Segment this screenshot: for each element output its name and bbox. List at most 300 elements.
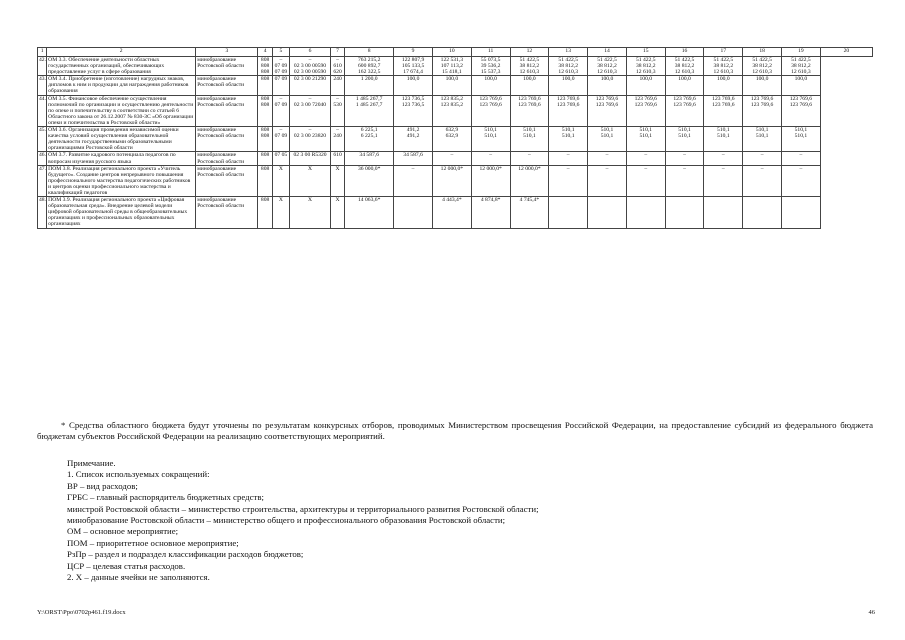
value-line: 510,1 — [794, 127, 808, 134]
value-cell — [510, 57, 549, 76]
value-line: 100,0 — [561, 76, 575, 83]
value-line: 123 769,6 — [518, 95, 541, 102]
executor-name: минобразование Ростовской области — [196, 95, 258, 126]
value-line: 17 674,4 — [403, 69, 423, 76]
value-line: 162 322,5 — [358, 69, 381, 76]
value-cell — [471, 165, 510, 196]
measure-name: ОМ 3.7. Развитие кадрового потенциала педагогов по вопросам изучения русского языка — [47, 152, 196, 165]
value-line: 02 3 00 00590 — [293, 69, 327, 76]
value-cell — [432, 57, 471, 76]
value-line: 123 769,6 — [789, 95, 813, 102]
value-cell — [510, 152, 549, 165]
value-line: 34 587,6 — [359, 152, 379, 159]
value-line — [589, 197, 625, 203]
table-body — [38, 57, 873, 229]
value-cell — [626, 76, 665, 95]
value-line: – — [489, 152, 493, 159]
table-row — [38, 165, 873, 196]
value-cell — [588, 57, 627, 76]
value-line: 1 200,0 — [360, 76, 378, 83]
value-line — [667, 197, 703, 203]
value-cell — [432, 165, 471, 196]
value-cell — [588, 165, 627, 196]
value-line: 1 485 267,7 — [355, 101, 383, 108]
value-cell — [394, 197, 433, 228]
value-line: 808 — [260, 63, 270, 70]
value-line: 02 3 00 21290 — [293, 76, 327, 83]
value-cell — [330, 152, 344, 165]
value-line: 39 536,2 — [480, 63, 501, 70]
value-line: 51 422,5 — [674, 57, 695, 63]
value-line: 6 225,1 — [360, 133, 378, 140]
value-cell — [549, 127, 588, 152]
value-line: – — [528, 152, 531, 159]
value-line: 38 812,2 — [791, 63, 811, 70]
value-line: 123 769,6 — [634, 95, 657, 102]
value-line: 808 — [260, 197, 270, 204]
value-line: – — [605, 165, 609, 172]
value-line: – — [721, 165, 725, 172]
value-cell — [471, 127, 510, 152]
row-number: 44. — [38, 95, 47, 126]
value-line: 510,1 — [717, 127, 730, 134]
value-cell — [665, 95, 704, 126]
value-cell — [394, 165, 433, 196]
value-cell — [345, 95, 394, 126]
value-line: 12 610,3 — [558, 69, 578, 76]
value-cell — [432, 95, 471, 126]
value-cell — [330, 57, 344, 76]
value-line: X — [278, 165, 283, 172]
value-cell — [290, 76, 331, 95]
value-line: 123 769,6 — [750, 95, 774, 102]
value-line: 4 443,4* — [442, 197, 462, 204]
column-header: 14 — [588, 48, 627, 57]
value-cell — [743, 76, 782, 95]
value-cell — [704, 57, 743, 76]
value-cell — [394, 57, 433, 76]
value-line: 123 769,6 — [479, 101, 502, 108]
value-line: 1 485 267,7 — [355, 95, 383, 102]
note-line: минобразование Ростовской области – министерство общего и профессионального образования Ростовской области; — [67, 515, 506, 526]
value-cell — [782, 76, 821, 95]
value-cell — [588, 127, 627, 152]
value-line: – — [721, 152, 725, 159]
value-line: 07 09 — [274, 69, 288, 76]
value-cell — [704, 152, 743, 165]
value-cell — [510, 95, 549, 126]
value-cell — [743, 127, 782, 152]
value-line: 763 215,2 — [358, 57, 381, 63]
value-line: – — [308, 57, 312, 63]
value-line: 100,0 — [794, 76, 808, 83]
value-cell — [510, 127, 549, 152]
value-line: 632,9 — [445, 127, 459, 134]
value-line: 123 769,6 — [750, 101, 774, 108]
value-line: 510,1 — [794, 133, 808, 140]
value-line: 510,1 — [755, 133, 769, 140]
value-cell — [704, 197, 743, 228]
value-cell — [258, 152, 272, 165]
value-line: – — [683, 152, 686, 159]
value-cell — [665, 127, 704, 152]
note-line: РзПр – раздел и подраздел классификации расходов бюджетов; — [67, 549, 304, 560]
value-cell — [345, 152, 394, 165]
value-cell — [258, 127, 272, 152]
value-line: – — [566, 165, 570, 172]
value-line: 123 769,6 — [518, 101, 541, 108]
column-header: 19 — [782, 48, 821, 57]
value-line — [783, 197, 819, 203]
value-cell — [626, 197, 665, 228]
value-line: 123 769,6 — [479, 95, 502, 102]
value-cell — [471, 197, 510, 228]
value-cell — [549, 57, 588, 76]
table-row — [38, 95, 873, 126]
page-number: 46 — [868, 609, 875, 616]
value-cell — [782, 165, 821, 196]
value-line: 510,1 — [678, 133, 691, 140]
value-line: 632,9 — [445, 133, 459, 140]
value-line: 51 422,5 — [752, 57, 772, 63]
value-cell — [345, 76, 394, 95]
value-line: 12 610,3 — [597, 69, 617, 76]
note-line: 1. Список используемых сокращений: — [67, 469, 210, 480]
value-line: – — [336, 57, 339, 63]
table-row — [38, 197, 873, 228]
value-cell — [330, 127, 344, 152]
value-cell — [743, 57, 782, 76]
value-line: 808 — [260, 57, 270, 63]
abbreviations-notes — [67, 458, 867, 583]
value-cell — [471, 152, 510, 165]
value-line: 100,0 — [445, 76, 459, 83]
value-line: 100,0 — [678, 76, 691, 83]
value-cell — [471, 76, 510, 95]
value-line: – — [308, 127, 312, 134]
value-line: 510,1 — [717, 133, 730, 140]
value-line: 808 — [260, 152, 270, 159]
value-cell — [258, 197, 272, 228]
value-line: 105 133,5 — [401, 63, 425, 70]
value-cell — [330, 165, 344, 196]
value-line: 6 225,1 — [360, 127, 378, 134]
value-line: 123 769,6 — [712, 101, 735, 108]
column-header: 16 — [665, 48, 704, 57]
value-cell — [782, 152, 821, 165]
value-line: X — [335, 165, 340, 172]
executor-name: минобразование Ростовской области — [196, 57, 258, 76]
measure-name: ПОМ 3.9. Реализация регионального проекта «Цифровая образовательная среда». Внедрение целевой модели цифровой образовательной среды в общеобразовательных организациях и профессиональных образовательных организациях — [47, 197, 196, 228]
row-number: 48. — [38, 197, 47, 228]
value-line: 808 — [260, 95, 270, 102]
value-cell — [665, 197, 704, 228]
value-line — [705, 197, 741, 203]
value-line: – — [336, 95, 339, 102]
value-line: 02 3 00 23820 — [293, 133, 327, 140]
value-cell — [549, 197, 588, 228]
value-cell — [665, 165, 704, 196]
value-line: 808 — [260, 69, 270, 76]
value-line: – — [799, 152, 803, 159]
value-line: 100,0 — [484, 76, 497, 83]
value-cell — [549, 165, 588, 196]
table-row — [38, 76, 873, 95]
value-cell — [665, 57, 704, 76]
column-header: 18 — [743, 48, 782, 57]
value-line: 38 812,2 — [519, 63, 540, 70]
budget-footnote: * Средства областного бюджета будут уточнены по результатам конкурсных отборов, проводимых Министерством просвещения Российской Федерации, на предоставление субсидий из федерального бюджета бюджетам субъектов Российской Федерации на реализацию соответствующих мероприятий. — [37, 420, 873, 441]
value-line: 51 422,5 — [519, 57, 540, 63]
column-header: 12 — [510, 48, 549, 57]
value-line: 510,1 — [600, 127, 614, 134]
value-cell — [345, 57, 394, 76]
value-line: 610 — [333, 152, 342, 159]
column-header: 11 — [471, 48, 510, 57]
note-line: ПОМ – приоритетное основное мероприятие; — [67, 537, 239, 548]
value-cell — [394, 76, 433, 95]
value-cell — [394, 127, 433, 152]
value-line: 38 812,2 — [674, 63, 695, 70]
value-line: 07 05 — [274, 152, 288, 159]
value-line: 15 537,3 — [480, 69, 501, 76]
value-line: – — [279, 127, 283, 134]
value-line: 38 812,2 — [713, 63, 734, 70]
value-line: 14 063,6* — [358, 197, 381, 204]
value-line: 510,1 — [600, 133, 614, 140]
value-line: 510,1 — [678, 127, 691, 134]
value-line: 600 892,7 — [358, 63, 381, 70]
value-line: 808 — [260, 165, 270, 172]
value-cell — [549, 152, 588, 165]
value-line: 491,2 — [406, 133, 420, 140]
value-cell — [258, 76, 272, 95]
value-line — [550, 197, 586, 203]
value-line: 38 812,2 — [597, 63, 617, 70]
value-line: 510,1 — [561, 127, 575, 134]
value-line: 123 769,6 — [712, 95, 735, 102]
value-line: 510,1 — [561, 133, 575, 140]
table-row — [38, 152, 873, 165]
value-cell — [394, 152, 433, 165]
value-line: 122 807,9 — [401, 57, 425, 63]
value-line: X — [278, 197, 283, 204]
value-line: – — [411, 165, 415, 172]
value-cell — [272, 165, 289, 196]
value-line — [395, 197, 431, 203]
value-cell — [549, 95, 588, 126]
value-line: 38 812,2 — [635, 63, 656, 70]
column-header: 1 — [38, 48, 47, 57]
value-cell — [743, 197, 782, 228]
value-line: 123 835,2 — [440, 95, 464, 102]
executor-name: минобразование Ростовской области — [196, 165, 258, 196]
row-number: 45. — [38, 127, 47, 152]
value-cell — [665, 76, 704, 95]
value-cell — [704, 95, 743, 126]
value-line: 51 422,5 — [791, 57, 811, 63]
measure-name: ПОМ 3.8. Реализация регионального проекта «Учитель будущего». Создание центров непрерывного повышения профессионального мастерства педагогических работников и центров оценки профессионального мастерства и квалификаций педагогов — [47, 165, 196, 196]
value-cell — [782, 57, 821, 76]
value-cell — [588, 152, 627, 165]
column-header: 7 — [330, 48, 344, 57]
value-cell — [626, 127, 665, 152]
value-line: 123 769,6 — [595, 95, 619, 102]
value-line: 123 769,6 — [557, 101, 580, 108]
value-cell — [290, 197, 331, 228]
column-header: 9 — [394, 48, 433, 57]
value-cell — [258, 95, 272, 126]
value-line: 07 09 — [274, 101, 288, 108]
executor-name: минобразование Ростовской области — [196, 152, 258, 165]
value-cell — [432, 76, 471, 95]
note-line: минстрой Ростовской области – министерство строительства, архитектуры и территориального развития Ростовской области; — [67, 503, 539, 514]
executor-name: минобразование Ростовской области — [196, 197, 258, 228]
value-line: 100,0 — [639, 76, 653, 83]
value-line: 107 113,2 — [440, 63, 463, 70]
value-line — [744, 197, 780, 203]
column-header: 6 — [290, 48, 331, 57]
value-cell — [743, 165, 782, 196]
value-line: 12 610,3 — [713, 69, 734, 76]
value-line: 123 769,6 — [789, 101, 813, 108]
value-line: 100,0 — [717, 76, 730, 83]
value-line: – — [605, 152, 609, 159]
value-line: 620 — [333, 69, 342, 76]
value-cell — [345, 165, 394, 196]
value-cell — [626, 57, 665, 76]
column-header: 3 — [196, 48, 258, 57]
value-cell — [432, 127, 471, 152]
value-cell — [743, 152, 782, 165]
value-cell — [272, 95, 289, 126]
value-line: – — [683, 165, 686, 172]
value-line: 510,1 — [484, 133, 497, 140]
value-line: 510,1 — [639, 127, 653, 134]
row-number: 43. — [38, 76, 47, 95]
value-line: 610 — [333, 63, 342, 70]
value-line: 100,0 — [406, 76, 420, 83]
value-line: – — [336, 127, 339, 134]
value-cell — [258, 57, 272, 76]
value-cell — [290, 57, 331, 76]
table-row — [38, 127, 873, 152]
value-cell — [588, 197, 627, 228]
executor-name: минобразование Ростовской области — [196, 127, 258, 152]
value-cell — [471, 57, 510, 76]
value-cell — [272, 76, 289, 95]
value-line: – — [279, 95, 283, 102]
note-line: ОМ – основное мероприятие; — [67, 526, 179, 537]
value-cell — [626, 165, 665, 196]
value-cell — [432, 152, 471, 165]
value-line: X — [335, 197, 340, 204]
value-line: 123 736,5 — [401, 101, 425, 108]
value-line: – — [760, 152, 764, 159]
value-line: 510,1 — [523, 133, 536, 140]
value-line: 4 745,4* — [519, 197, 540, 204]
footer-file-path: Y:\ORST\Ppo\0702p461.f19.docx — [37, 609, 126, 616]
value-line: 15 418,1 — [442, 69, 462, 76]
value-line: 55 073,5 — [480, 57, 501, 63]
value-line: 100,0 — [600, 76, 614, 83]
value-line: 123 769,6 — [673, 95, 696, 102]
value-line: 240 — [333, 76, 342, 83]
value-cell — [272, 197, 289, 228]
value-line: – — [760, 165, 764, 172]
value-cell — [626, 95, 665, 126]
value-cell — [743, 95, 782, 126]
note-line: ЦСР – целевая статья расходов. — [67, 560, 186, 571]
value-cell — [258, 165, 272, 196]
value-line: X — [307, 165, 313, 172]
value-line: 123 769,6 — [634, 101, 657, 108]
measure-name: ОМ 3.4. Приобретение (изготовление) нагрудных знаков, дипломов к ним и продукции для награждения работников образования — [47, 76, 196, 95]
value-line: – — [450, 152, 454, 159]
measure-name: ОМ 3.5. Финансовое обеспечение осуществления полномочий по организации и осуществлению деятельности по опеке и попечительству в соответствии со статьей 6 Областного закона от 26.12.2007 № 830-ЗС «Об организации опеки и попечительства в Ростовской области» — [47, 95, 196, 126]
value-line: – — [644, 152, 648, 159]
value-line: – — [279, 57, 283, 63]
value-cell — [290, 152, 331, 165]
value-cell — [290, 165, 331, 196]
value-line: 808 — [260, 127, 270, 134]
value-cell — [665, 152, 704, 165]
value-line: 510,1 — [639, 133, 653, 140]
value-cell — [510, 165, 549, 196]
value-line: 100,0 — [755, 76, 769, 83]
value-line: 34 587,6 — [403, 152, 423, 159]
value-line: 36 000,0* — [358, 165, 381, 172]
value-cell — [782, 127, 821, 152]
value-cell — [290, 95, 331, 126]
column-header: 17 — [704, 48, 743, 57]
value-line: – — [566, 152, 570, 159]
column-header: 8 — [345, 48, 394, 57]
value-line: 02 3 00 00590 — [293, 63, 327, 70]
value-line: 808 — [260, 76, 270, 83]
value-line: 07 09 — [274, 133, 288, 140]
value-cell — [272, 127, 289, 152]
value-cell — [704, 127, 743, 152]
value-cell — [471, 95, 510, 126]
value-line: – — [799, 165, 803, 172]
note-line: ГРБС – главный распорядитель бюджетных средств; — [67, 492, 264, 503]
value-line: X — [307, 197, 313, 204]
column-header: 4 — [258, 48, 272, 57]
value-line — [628, 197, 664, 203]
value-cell — [330, 76, 344, 95]
value-line: 12 000,0* — [518, 165, 541, 172]
value-line: 12 000,0* — [479, 165, 502, 172]
value-line: 122 531,3 — [440, 57, 464, 63]
value-cell — [345, 197, 394, 228]
value-cell — [330, 95, 344, 126]
value-line: 123 769,6 — [557, 95, 580, 102]
value-cell — [394, 95, 433, 126]
measure-name: ОМ 3.3. Обеспечение деятельности областных государственных организаций, обеспечивающих предоставление услуг в сфере образования — [47, 57, 196, 76]
value-cell — [290, 127, 331, 152]
value-cell — [330, 197, 344, 228]
value-line: 07 09 — [274, 76, 288, 83]
row-number: 46. — [38, 152, 47, 165]
column-header: 20 — [820, 48, 872, 57]
value-cell — [704, 165, 743, 196]
value-line: 07 09 — [274, 63, 288, 70]
value-line: 51 422,5 — [635, 57, 656, 63]
measure-name: ОМ 3.6. Организация проведения независимой оценки качества условий осуществления образовательной деятельности государственными образовательными организациями Ростовской области — [47, 127, 196, 152]
column-header: 2 — [47, 48, 196, 57]
table-header-row — [38, 48, 873, 57]
